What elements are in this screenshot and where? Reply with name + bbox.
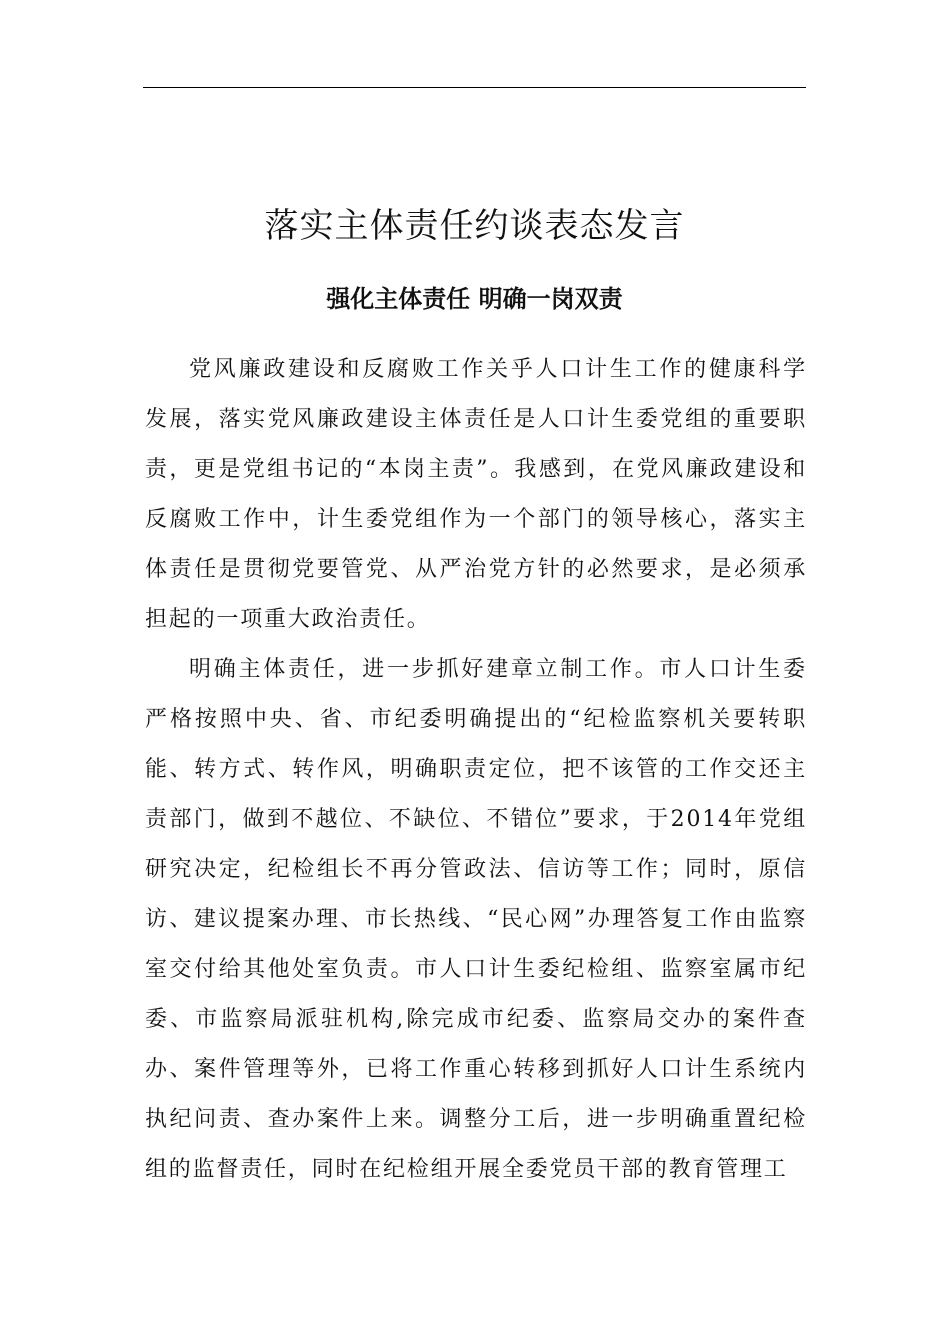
header-rule (143, 87, 806, 88)
document-title: 落实主体责任约谈表态发言 (264, 206, 685, 246)
document-body (145, 345, 807, 1195)
document-subtitle: 强化主体责任 明确一岗双责 (326, 284, 623, 313)
paragraph-2: 明确主体责任，进一步抓好建章立制工作。市人口计生委严格按照中央、省、市纪委明确提出的“纪检监察机关要转职能、转方式、转作风，明确职责定位，把不该管的工作交还主责部门，做到不越位、不缺位、不错位”要求，于2014年党组研究决定，纪检组长不再分管政法、信访等工作；同时，原信访、建议提案办理、市长热线、“民心网”办理答复工作由监察室交付给其他处室负责。市人口计生委纪检组、监察室属市纪委、市监察局派驻机构,除完成市纪委、监察局交办的案件查办、案件管理等外，已将工作重心转移到抓好人口计生系统内执纪问责、查办案件上来。调整分工后，进一步明确重置纪检组的监督责任，同时在纪检组开展全委党员干部的教育管理工 (145, 657, 807, 1182)
paragraph-1: 党风廉政建设和反腐败工作关乎人口计生工作的健康科学发展，落实党风廉政建设主体责任是人口计生委党组的重要职责，更是党组书记的“本岗主责”。我感到，在党风廉政建设和反腐败工作中，计生委党组作为一个部门的领导核心，落实主体责任是贯彻党要管党、从严治党方针的必然要求，是必须承担起的一项重大政治责任。 (145, 357, 807, 632)
